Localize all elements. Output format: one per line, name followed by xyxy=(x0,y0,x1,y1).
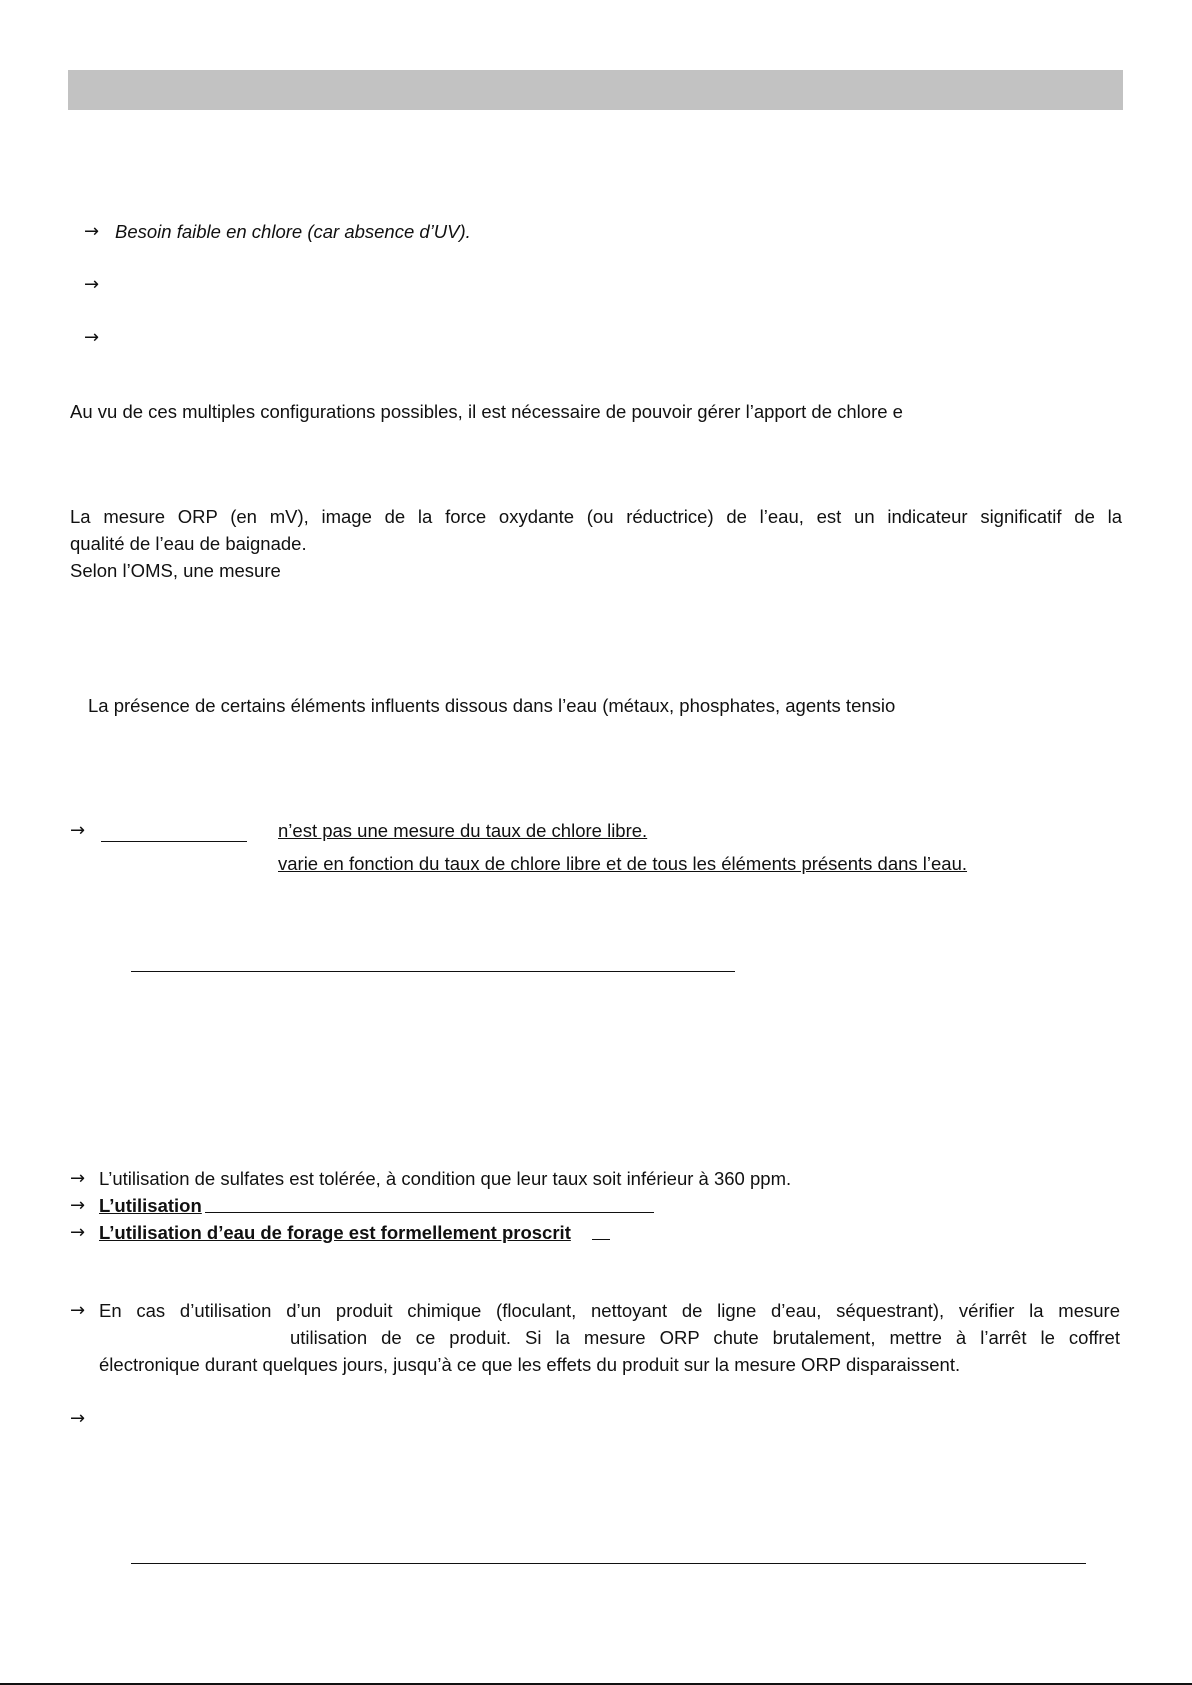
forage-rule-text: L’utilisation d’eau de forage est formellement proscrit xyxy=(99,1222,571,1243)
bullet-arrow-5: → xyxy=(70,1168,86,1189)
bullet-arrow-2: → xyxy=(84,274,100,295)
bullet-arrow-8: → xyxy=(70,1300,86,1321)
utilisation-rule-text: L’utilisation xyxy=(99,1195,202,1216)
chemical-line-3: électronique durant quelques jours, jusqu’à ce que les effets du produit sur la mesure ORP disparaissent. xyxy=(99,1354,961,1375)
sulfates-rule-text: L’utilisation de sulfates est tolérée, à condition que leur taux soit inférieur à 360 ppm. xyxy=(99,1168,792,1189)
bullet-arrow-1: → xyxy=(84,221,100,242)
underline-blank-4 xyxy=(592,1239,610,1240)
underline-blank-5 xyxy=(131,1563,1086,1564)
configurations-paragraph: Au vu de ces multiples configurations possibles, il est nécessaire de pouvoir gérer l’apport de chlore e xyxy=(70,401,903,422)
orp-paragraph-line-1: La mesure ORP (en mV), image de la force oxydante (ou réductrice) de l’eau, est un indicateur significatif de la xyxy=(70,506,1122,527)
bullet-arrow-9: → xyxy=(70,1408,86,1429)
bullet-arrow-7: → xyxy=(70,1222,86,1243)
chemical-line-1: En cas d’utilisation d’un produit chimique (floculant, nettoyant de ligne d’eau, séquestrant), vérifier la mesure xyxy=(99,1300,1120,1321)
bullet-arrow-4: → xyxy=(70,820,86,841)
oms-paragraph: Selon l’OMS, une mesure xyxy=(70,560,281,581)
section-header-bar xyxy=(68,70,1123,110)
bullet-arrow-6: → xyxy=(70,1195,86,1216)
orp-paragraph-line-2: qualité de l’eau de baignade. xyxy=(70,533,307,554)
elements-paragraph: La présence de certains éléments influents dissous dans l’eau (métaux, phosphates, agents tensio xyxy=(88,695,896,716)
orp-not-measure-text: n’est pas une mesure du taux de chlore libre. xyxy=(278,820,648,841)
chlorine-need-text: Besoin faible en chlore (car absence d’UV). xyxy=(115,221,471,242)
orp-varies-text: varie en fonction du taux de chlore libre et de tous les éléments présents dans l’eau. xyxy=(278,853,968,874)
chemical-line-2: utilisation de ce produit. Si la mesure ORP chute brutalement, mettre à l’arrêt le coffret xyxy=(290,1327,1120,1348)
underline-blank-3 xyxy=(205,1212,654,1213)
bullet-arrow-3: → xyxy=(84,327,100,348)
underline-blank-1 xyxy=(101,841,247,842)
underline-blank-2 xyxy=(131,971,735,972)
